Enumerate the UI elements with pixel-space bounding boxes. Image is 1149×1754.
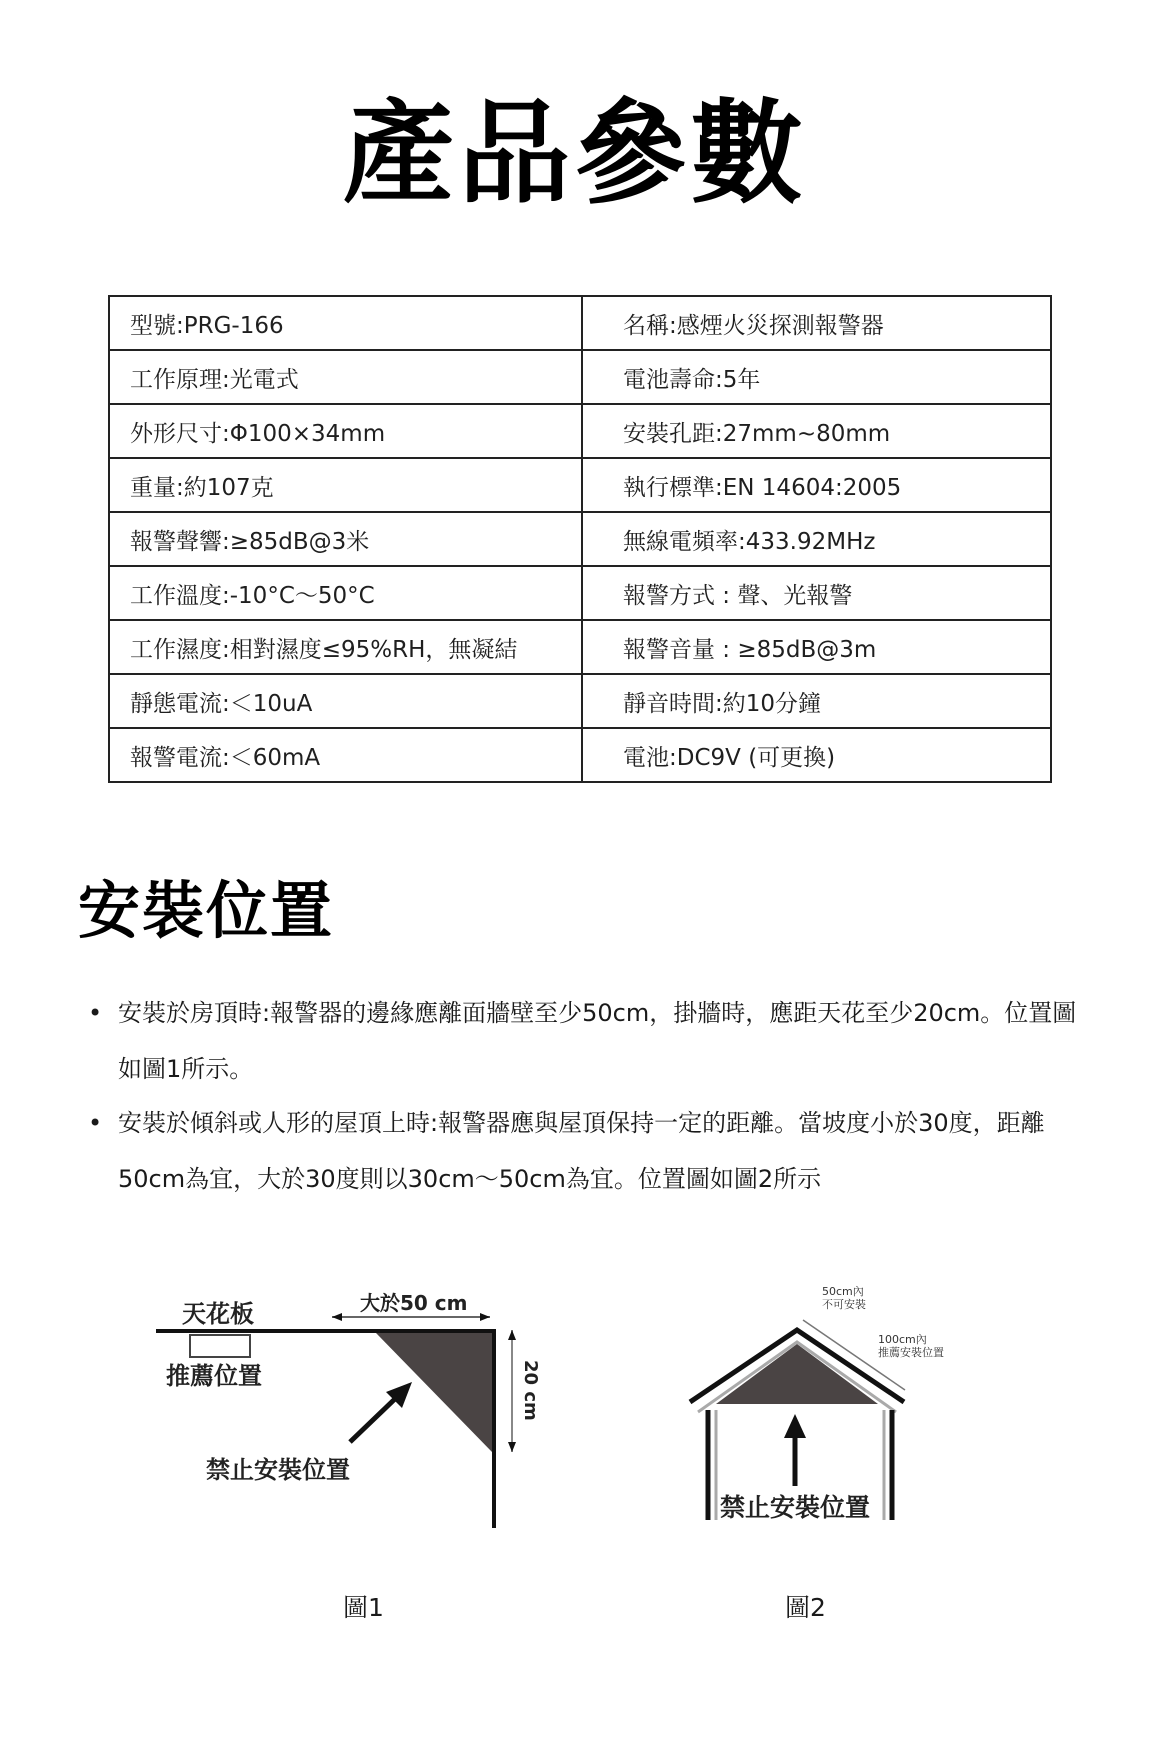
spec-cell: 電池壽命:5年 [582,350,1051,404]
table-row [109,296,1051,350]
spec-cell: 型號:PRG-166 [109,296,582,350]
arrowhead-icon [332,1313,342,1321]
forbidden-label: 禁止安裝位置 [720,1493,871,1522]
vertical-distance-label: 20 cm [520,1360,541,1421]
bullet-item [88,985,1078,1097]
recommend-label-2: 推薦安裝位置 [878,1346,944,1359]
spec-cell: 重量:約107克 [109,458,582,512]
spec-cell: 執行標準:EN 14604:2005 [582,458,1051,512]
arrow-up-icon [784,1414,806,1438]
arrow-shaft [350,1396,398,1442]
page-title: 產品參數 [342,89,807,219]
spec-cell: 報警方式 : 聲、光報警 [582,566,1051,620]
spec-cell: 報警電流:＜60mA [109,728,582,782]
section-title-install: 安裝位置 [78,874,335,947]
spec-table [108,295,1052,783]
table-row [109,404,1051,458]
distance-label: 大於50 cm [360,1291,468,1315]
bullet-icon: • [88,1109,103,1137]
spec-cell: 工作溫度:-10°C～50°C [109,566,582,620]
no-install-label-1: 50cm內 [822,1285,864,1298]
spec-cell: 報警聲響:≥85dB@3米 [109,512,582,566]
arrowhead-icon [508,1442,516,1452]
detector-icon [190,1335,250,1357]
ceiling-label: 天花板 [182,1300,254,1328]
figure-1-caption: 圖1 [343,1593,384,1622]
spec-cell: 靜態電流:＜10uA [109,674,582,728]
bullet-text: 安裝於房頂時:報警器的邊緣應離面牆壁至少50cm，掛牆時，應距天花至少20cm。位置圖如圖1所示。 [118,999,1077,1083]
spec-cell: 靜音時間:約10分鐘 [582,674,1051,728]
table-row [109,620,1051,674]
spec-cell: 安裝孔距:27mm~80mm [582,404,1051,458]
recommend-label-1: 100cm內 [878,1333,927,1346]
spec-cell: 外形尺寸:Φ100×34mm [109,404,582,458]
bullet-item [88,1095,1078,1207]
spec-cell: 工作濕度:相對濕度≤95%RH，無凝結 [109,620,582,674]
forbidden-zone [716,1344,878,1404]
table-row [109,458,1051,512]
arrowhead-icon [508,1330,516,1340]
spec-cell: 電池:DC9V (可更換) [582,728,1051,782]
bullet-icon: • [88,999,103,1027]
table-row [109,674,1051,728]
no-install-label-2: 不可安裝 [822,1298,866,1311]
spec-cell: 名稱:感煙火災探測報警器 [582,296,1051,350]
recommended-label: 推薦位置 [166,1362,262,1390]
table-row [109,350,1051,404]
table-row [109,512,1051,566]
figure-2-diagram [680,1280,1000,1530]
bullet-text: 安裝於傾斜或人形的屋頂上時:報警器應與屋頂保持一定的距離。當坡度小於30度，距離50cm為宜，大於30度則以30cm～50cm為宜。位置圖如圖2所示 [118,1109,1045,1193]
figure-2-caption: 圖2 [785,1593,826,1622]
spec-cell: 報警音量 : ≥85dB@3m [582,620,1051,674]
table-row [109,566,1051,620]
table-row [109,728,1051,782]
spec-cell: 工作原理:光電式 [109,350,582,404]
figure-1-diagram [150,1270,550,1530]
forbidden-label: 禁止安裝位置 [206,1456,350,1484]
spec-cell: 無線電頻率:433.92MHz [582,512,1051,566]
arrowhead-icon [480,1313,490,1321]
